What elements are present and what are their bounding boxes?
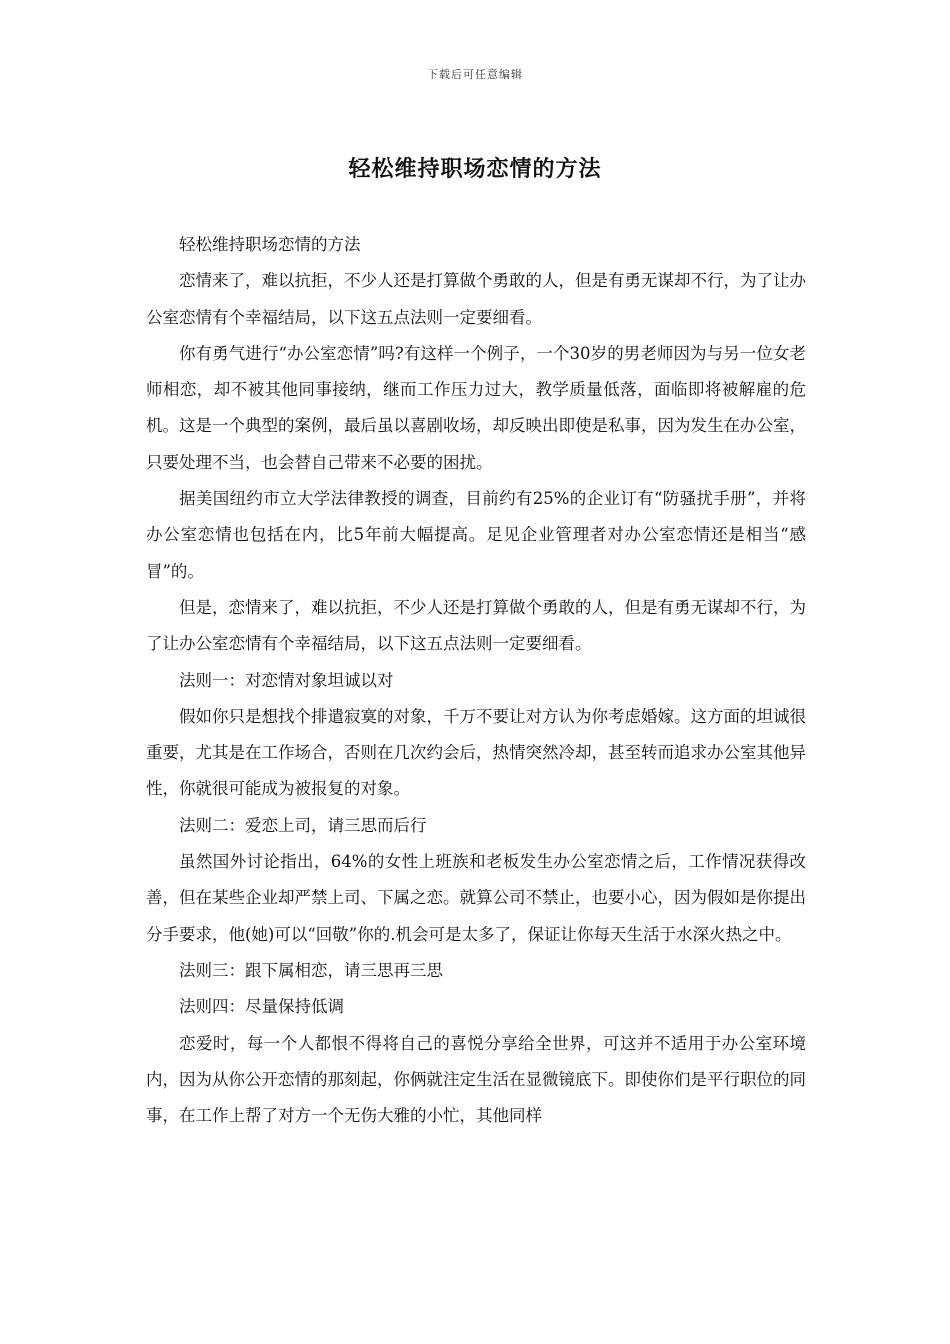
rule-one-heading: 法则一：对恋情对象坦诚以对 <box>179 670 394 690</box>
paragraph-transition: 但是，恋情来了，难以抗拒，不少人还是打算做个勇敢的人，但是有勇无谋却不行，为了让办公室恋情有个幸福结局，以下这五点法则一定要细看。 <box>146 597 806 654</box>
rule-four-heading: 法则四：尽量保持低调 <box>179 997 344 1017</box>
rule-one-text: 假如你只是想找个排遣寂寞的对象，千万不要让对方认为你考虑婚嫁。这方面的坦诚很重要，尤其是在工作场合，否则在几次约会后，热情突然冷却，甚至转而追求办公室其他异性，你就很可能成为被报复的对象。 <box>146 706 806 799</box>
header-note: 下载后可任意编辑 <box>427 68 523 81</box>
rule-four-text: 恋爱时，每一个人都恨不得将自己的喜悦分享给全世界，可这并不适用于办公室环境内，因为从你公开恋情的那刻起，你俩就注定生活在显微镜底下。即使你们是平行职位的同事，在工作上帮了对方一个无伤大雅的小忙，其他同样 <box>146 1033 806 1126</box>
rule-two-heading: 法则二：爱恋上司，请三思而后行 <box>179 815 427 835</box>
document-body <box>146 227 806 1134</box>
paragraph-intro: 恋情来了，难以抗拒，不少人还是打算做个勇敢的人，但是有勇无谋却不行，为了让办公室恋情有个幸福结局，以下这五点法则一定要细看。 <box>146 271 806 327</box>
document-title: 轻松维持职场恋情的方法 <box>348 156 602 182</box>
paragraph-survey: 据美国纽约市立大学法律教授的调查，目前约有25%的企业订有“防骚扰手册”，并将办公室恋情也包括在内，比5年前大幅提高。足见企业管理者对办公室恋情还是相当“感冒”的。 <box>146 489 806 581</box>
rule-three-heading: 法则三：跟下属相恋，请三思再三思 <box>179 960 443 980</box>
paragraph-subtitle: 轻松维持职场恋情的方法 <box>179 235 361 254</box>
paragraph-example: 你有勇气进行“办公室恋情”吗?有这样一个例子，一个30岁的男老师因为与另一位女老师相恋，却不被其他同事接纳，继而工作压力过大，教学质量低落，面临即将被解雇的危机。这是一个典型的案例，最后虽以喜剧收场，却反映出即使是私事，因为发生在办公室，只要处理不当，也会替自己带来不必要的困扰。 <box>146 343 806 472</box>
rule-two-text: 虽然国外讨论指出，64%的女性上班族和老板发生办公室恋情之后，工作情况获得改善，但在某些企业却严禁上司、下属之恋。就算公司不禁止，也要小心，因为假如是你提出分手要求，他(她)可以“回敬”你的.机会可是太多了，保证让你每天生活于水深火热之中。 <box>146 852 806 944</box>
